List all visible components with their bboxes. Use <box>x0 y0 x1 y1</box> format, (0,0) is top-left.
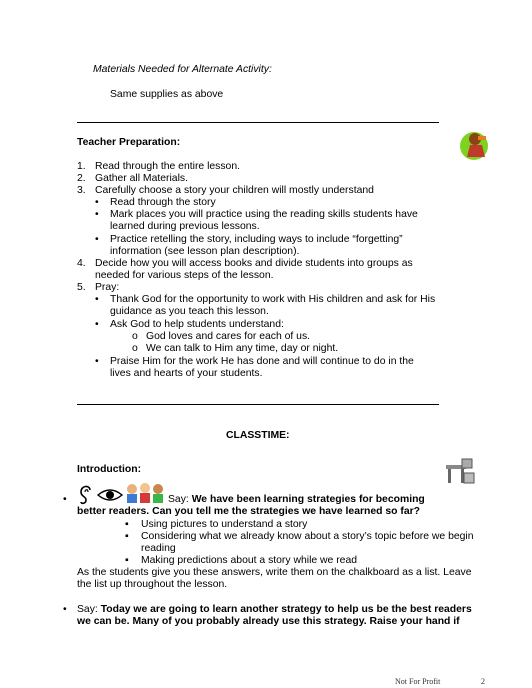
list-item: Thank God for the opportunity to work with His children and ask for His <box>110 294 436 305</box>
teacher-prep-heading: Teacher Preparation: <box>77 137 181 148</box>
instruction-text: As the students give you these answers, write them on the chalkboard as a list. Leave <box>77 567 472 578</box>
list-item-cont: needed for various steps of the lesson. <box>95 270 274 281</box>
say-text-cont: better readers. Can you tell me the strategies we have learned so far? <box>77 506 421 517</box>
materials-heading: Materials Needed for Alternate Activity: <box>93 64 272 75</box>
list-item: Decide how you will access books and divide students into groups as <box>95 258 413 269</box>
list-item-cont: lives and hearts of your students. <box>110 368 263 379</box>
say-label: Say: <box>168 494 192 505</box>
list-item: Carefully choose a story your children will mostly understand <box>95 185 374 196</box>
list-item: We can talk to Him any time, day or night. <box>146 343 339 354</box>
list-item-cont: learned during previous lessons. <box>110 221 260 232</box>
list-num: 1. <box>77 161 86 172</box>
introduction-heading: Introduction: <box>77 464 142 475</box>
bullet-icon: • <box>95 197 99 208</box>
ear-icon <box>78 484 94 506</box>
say-label: Say: <box>77 604 101 615</box>
bullet-icon: • <box>95 356 99 367</box>
circle-bullet-icon: o <box>132 331 138 342</box>
desk-icon <box>444 457 476 487</box>
list-item: Read through the story <box>110 197 216 208</box>
list-item: Read through the entire lesson. <box>95 161 240 172</box>
bullet-icon: • <box>95 209 99 220</box>
list-num: 2. <box>77 173 86 184</box>
page-number: 2 <box>481 677 485 686</box>
square-bullet-icon: ▪ <box>125 555 129 566</box>
bullet-icon: • <box>95 234 99 245</box>
square-bullet-icon: ▪ <box>125 519 129 530</box>
list-item: Making predictions about a story while we read <box>141 555 358 566</box>
list-num: 4. <box>77 258 86 269</box>
list-item: Practice retelling the story, including ways to include “forgetting” <box>110 234 403 245</box>
list-item: Using pictures to understand a story <box>141 519 308 530</box>
list-item: Ask God to help students understand: <box>110 319 284 330</box>
bullet-icon: • <box>63 604 67 615</box>
say-text: Today we are going to learn another strategy to help us be the best readers <box>100 604 472 615</box>
list-item: God loves and cares for each of us. <box>146 331 311 342</box>
list-item: Pray: <box>95 282 120 293</box>
footer-text: Not For Profit <box>395 677 441 686</box>
list-item: Considering what we already know about a story’s topic before we begin <box>141 531 474 542</box>
list-item-cont: reading <box>141 543 176 554</box>
children-icon <box>124 482 168 504</box>
divider-top <box>77 122 439 123</box>
say-text-cont: we can be. Many of you probably already use this strategy. Raise your hand if <box>77 616 460 627</box>
divider-bottom <box>77 404 439 405</box>
bullet-icon: • <box>95 319 99 330</box>
square-bullet-icon: ▪ <box>125 531 129 542</box>
eye-icon <box>97 488 123 502</box>
list-item: Praise Him for the work He has done and will continue to do in the <box>110 356 414 367</box>
list-item-cont: guidance as you teach this lesson. <box>110 306 269 317</box>
bullet-icon: • <box>95 294 99 305</box>
list-item: Mark places you will practice using the reading skills students have <box>110 209 418 220</box>
list-item-cont: information (see lesson plan description). <box>110 246 300 257</box>
circle-bullet-icon: o <box>132 343 138 354</box>
list-num: 3. <box>77 185 86 196</box>
say-paragraph-2 <box>77 604 472 616</box>
classtime-heading: CLASSTIME: <box>226 430 290 441</box>
say-paragraph-1 <box>168 494 425 506</box>
instruction-text-cont: the list up throughout the lesson. <box>77 579 228 590</box>
materials-text: Same supplies as above <box>110 89 224 100</box>
say-text: We have been learning strategies for becoming <box>191 494 425 505</box>
bullet-icon: • <box>63 494 67 505</box>
list-num: 5. <box>77 282 86 293</box>
teacher-icon <box>458 127 492 161</box>
list-item: Gather all Materials. <box>95 173 188 184</box>
